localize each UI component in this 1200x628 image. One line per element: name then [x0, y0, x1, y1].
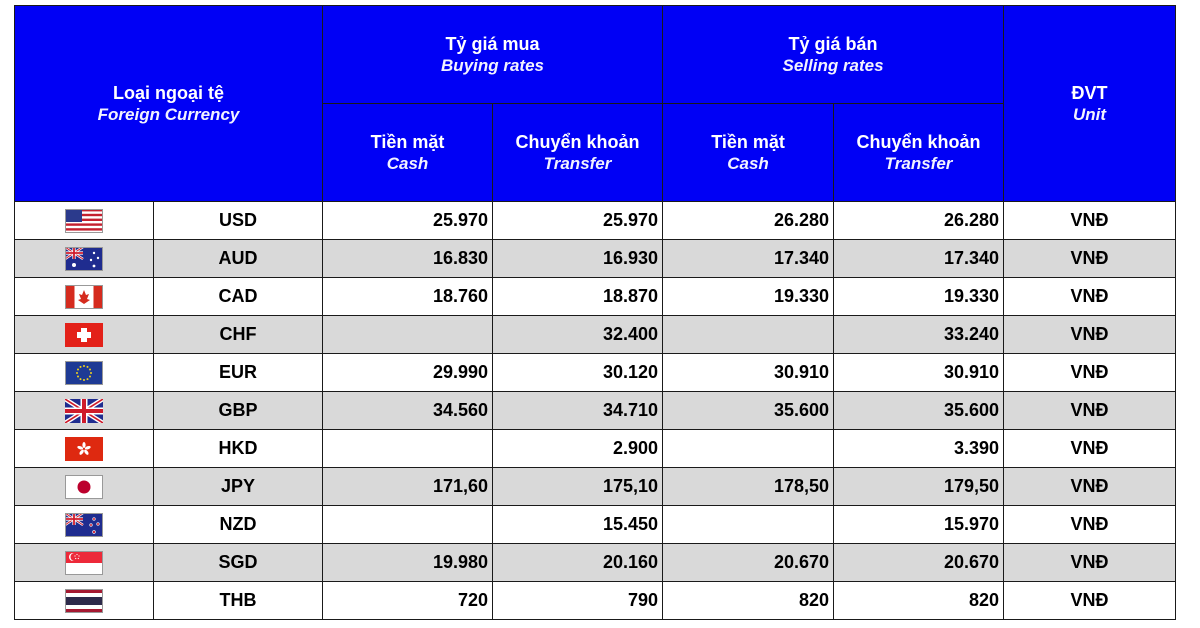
table-header	[15, 6, 1176, 202]
buy-cash-rate: 29.990	[323, 354, 493, 392]
nz-flag-icon	[65, 513, 103, 537]
unit-value: VNĐ	[1004, 544, 1176, 582]
buy-cash-rate: 16.830	[323, 240, 493, 278]
buying-header-en: Buying rates	[441, 55, 545, 75]
buy-transfer-rate: 2.900	[493, 430, 663, 468]
exchange-rate-board	[14, 5, 1175, 620]
sell-cash-rate: 17.340	[663, 240, 834, 278]
unit-value: VNĐ	[1004, 202, 1176, 240]
sell-transfer-rate: 35.600	[834, 392, 1004, 430]
currency-code: THB	[154, 582, 323, 620]
jp-flag-icon	[65, 475, 103, 499]
unit-value: VNĐ	[1004, 392, 1176, 430]
table-row	[15, 240, 1176, 278]
buy-cash-rate: 25.970	[323, 202, 493, 240]
unit-value: VNĐ	[1004, 354, 1176, 392]
sell-cash-rate: 820	[663, 582, 834, 620]
sell-transfer-rate: 20.670	[834, 544, 1004, 582]
buying-transfer-header	[493, 104, 663, 202]
buy-cash-rate: 34.560	[323, 392, 493, 430]
buy-transfer-rate: 34.710	[493, 392, 663, 430]
cash-label-en: Cash	[727, 153, 769, 173]
transfer-label-en: Transfer	[884, 153, 953, 173]
table-row	[15, 506, 1176, 544]
currency-code: GBP	[154, 392, 323, 430]
unit-value: VNĐ	[1004, 506, 1176, 544]
th-flag-icon	[65, 589, 103, 613]
buying-cash-header	[323, 104, 493, 202]
currency-code: SGD	[154, 544, 323, 582]
buy-cash-rate: 18.760	[323, 278, 493, 316]
sell-cash-rate	[663, 316, 834, 354]
buy-transfer-rate: 20.160	[493, 544, 663, 582]
buying-rates-header	[323, 6, 663, 104]
sell-cash-rate: 35.600	[663, 392, 834, 430]
sell-cash-rate: 20.670	[663, 544, 834, 582]
unit-column-header	[1004, 6, 1176, 202]
currency-code: EUR	[154, 354, 323, 392]
ca-flag-icon	[65, 285, 103, 309]
unit-header-vi: ĐVT	[1071, 82, 1108, 103]
currency-code: NZD	[154, 506, 323, 544]
selling-header-vi: Tỷ giá bán	[788, 33, 878, 54]
au-flag-icon	[65, 247, 103, 271]
cash-label-vi: Tiền mặt	[370, 131, 445, 152]
transfer-label-vi: Chuyển khoản	[515, 131, 640, 152]
currency-header-en: Foreign Currency	[97, 104, 240, 124]
sell-transfer-rate: 30.910	[834, 354, 1004, 392]
ch-flag-icon	[65, 323, 103, 347]
sell-cash-rate: 30.910	[663, 354, 834, 392]
cash-label-vi: Tiền mặt	[711, 131, 785, 152]
unit-value: VNĐ	[1004, 468, 1176, 506]
buy-transfer-rate: 18.870	[493, 278, 663, 316]
unit-header-en: Unit	[1073, 104, 1107, 124]
currency-code: CAD	[154, 278, 323, 316]
gb-flag-icon	[65, 399, 103, 423]
sell-transfer-rate: 19.330	[834, 278, 1004, 316]
table-row	[15, 430, 1176, 468]
buy-cash-rate: 19.980	[323, 544, 493, 582]
table-row	[15, 544, 1176, 582]
sell-cash-rate	[663, 506, 834, 544]
unit-value: VNĐ	[1004, 582, 1176, 620]
cash-label-en: Cash	[386, 153, 429, 173]
table-row	[15, 468, 1176, 506]
currency-code: JPY	[154, 468, 323, 506]
sell-transfer-rate: 26.280	[834, 202, 1004, 240]
currency-code: AUD	[154, 240, 323, 278]
sell-transfer-rate: 3.390	[834, 430, 1004, 468]
table-row	[15, 354, 1176, 392]
unit-value: VNĐ	[1004, 240, 1176, 278]
sell-transfer-rate: 17.340	[834, 240, 1004, 278]
sell-transfer-rate: 33.240	[834, 316, 1004, 354]
buy-transfer-rate: 25.970	[493, 202, 663, 240]
unit-value: VNĐ	[1004, 430, 1176, 468]
sell-cash-rate: 178,50	[663, 468, 834, 506]
table-row	[15, 202, 1176, 240]
buying-header-vi: Tỷ giá mua	[445, 33, 540, 54]
unit-value: VNĐ	[1004, 278, 1176, 316]
sell-transfer-rate: 15.970	[834, 506, 1004, 544]
buy-transfer-rate: 790	[493, 582, 663, 620]
transfer-label-en: Transfer	[543, 153, 612, 173]
unit-value: VNĐ	[1004, 316, 1176, 354]
selling-header-en: Selling rates	[782, 55, 884, 75]
currency-header-vi: Loại ngoại tệ	[113, 82, 225, 103]
buy-cash-rate: 171,60	[323, 468, 493, 506]
buy-cash-rate: 720	[323, 582, 493, 620]
buy-cash-rate	[323, 430, 493, 468]
eu-flag-icon	[65, 361, 103, 385]
sell-cash-rate: 26.280	[663, 202, 834, 240]
sg-flag-icon	[65, 551, 103, 575]
buy-transfer-rate: 16.930	[493, 240, 663, 278]
sell-cash-rate: 19.330	[663, 278, 834, 316]
sell-transfer-rate: 179,50	[834, 468, 1004, 506]
buy-cash-rate	[323, 316, 493, 354]
currency-code: CHF	[154, 316, 323, 354]
table-row	[15, 278, 1176, 316]
selling-transfer-header	[834, 104, 1004, 202]
selling-rates-header	[663, 6, 1004, 104]
currency-code: HKD	[154, 430, 323, 468]
hk-flag-icon	[65, 437, 103, 461]
buy-transfer-rate: 175,10	[493, 468, 663, 506]
buy-transfer-rate: 30.120	[493, 354, 663, 392]
table-row	[15, 316, 1176, 354]
table-row	[15, 392, 1176, 430]
buy-transfer-rate: 32.400	[493, 316, 663, 354]
sell-transfer-rate: 820	[834, 582, 1004, 620]
currency-code: USD	[154, 202, 323, 240]
exchange-rate-table	[14, 5, 1176, 620]
selling-cash-header	[663, 104, 834, 202]
currency-column-header	[15, 6, 323, 202]
transfer-label-vi: Chuyển khoản	[856, 131, 981, 152]
buy-transfer-rate: 15.450	[493, 506, 663, 544]
table-body	[15, 202, 1176, 620]
sell-cash-rate	[663, 430, 834, 468]
us-flag-icon	[65, 209, 103, 233]
table-row	[15, 582, 1176, 620]
buy-cash-rate	[323, 506, 493, 544]
